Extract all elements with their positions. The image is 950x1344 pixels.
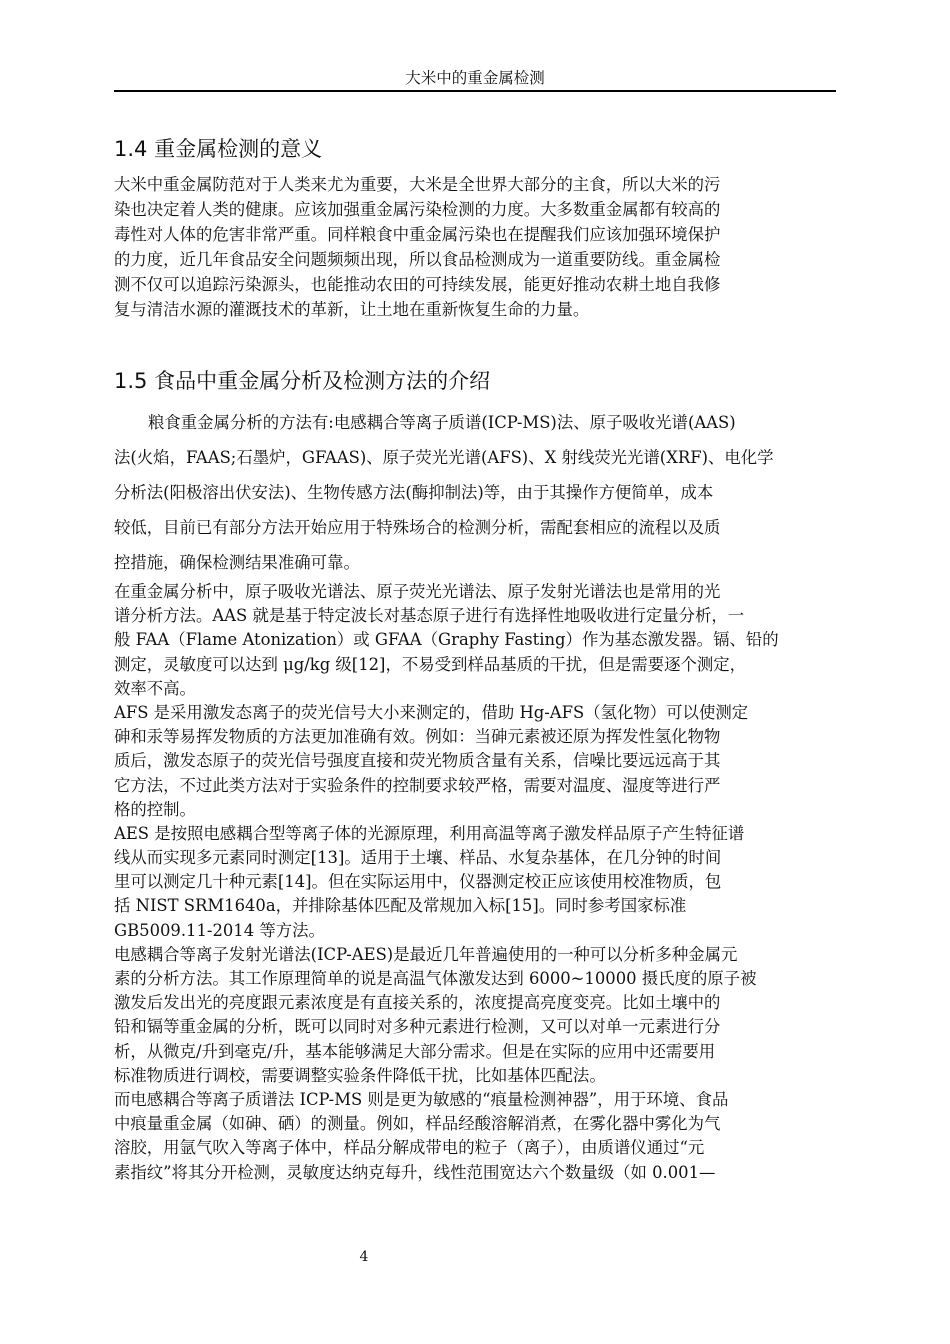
text-line: 线从而实现多元素同时测定[13]。适用于土壤、样品、水复杂基体，在几分钟的时间 <box>114 848 722 868</box>
text-line: 砷和汞等易挥发物质的方法更加准确有效。例如：当砷元素被还原为挥发性氢化物物 <box>114 727 721 747</box>
text-line: 而电感耦合等离子质谱法 ICP-MS 则是更为敏感的“痕量检测神器”，用于环境、食品 <box>114 1089 729 1109</box>
running-header: 大米中的重金属检测 <box>405 69 545 87</box>
text-line: 里可以测定几十种元素[14]。但在实际运用中，仪器测定校正应该使用校准物质，包 <box>114 872 722 892</box>
text-line: 的力度，近几年食品安全问题频频出现，所以食品检测成为一道重要防线。重金属检 <box>114 250 721 269</box>
text-line: 控措施，确保检测结果准确可靠。 <box>114 553 360 572</box>
text-line: AES 是按照电感耦合型等离子体的光源原理，利用高温等离子激发样品原子产生特征谱 <box>114 823 745 843</box>
text-line: 激发后发出光的亮度跟元素浓度是有直接关系的，浓度提高亮度变亮。比如土壤中的 <box>114 993 721 1013</box>
text-line: AFS 是采用激发态离子的荧光信号大小来测定的，借助 Hg-AFS（氢化物）可以使测定 <box>114 702 749 722</box>
section-1-5-body-text <box>114 580 837 1185</box>
text-line: 谱分析方法。AAS 就是基于特定波长对基态原子进行有选择性地吸收进行定量分析，一 <box>114 606 745 626</box>
text-line: 测不仅可以追踪污染源头，也能推动农田的可持续发展，能更好推动农耕土地自我修 <box>114 275 721 294</box>
text-line: 法(火焰，FAAS;石墨炉，GFAAS)、原子荧光光谱(AFS)、X 射线荧光光谱(XRF)、电化学 <box>114 448 774 467</box>
text-line: 质后，激发态原子的荧光信号强度直接和荧光物质含量有关系，信噪比要远远高于其 <box>114 751 721 771</box>
text-line: 铅和镉等重金属的分析，既可以同时对多种元素进行检测，又可以对单一元素进行分 <box>114 1017 721 1037</box>
text-line: 它方法，不过此类方法对于实验条件的控制要求较严格，需要对温度、湿度等进行严 <box>114 775 721 795</box>
text-line: 中痕量重金属（如砷、硒）的测量。例如，样品经酸溶解消煮，在雾化器中雾化为气 <box>114 1114 721 1134</box>
text-line: 复与清洁水源的灌溉技术的革新，让土地在重新恢复生命的力量。 <box>114 300 590 319</box>
text-line: 较低，目前已有部分方法开始应用于特殊场合的检测分析，需配套相应的流程以及质 <box>114 518 721 537</box>
text-line: 分析法(阳极溶出伏安法)、生物传感方法(酶抑制法)等，由于其操作方便简单，成本 <box>114 483 714 502</box>
header-rule <box>114 90 836 92</box>
text-line: 标准物质进行调校，需要调整实验条件降低干扰，比如基体匹配法。 <box>114 1065 606 1085</box>
text-line: 格的控制。 <box>114 799 196 819</box>
text-line: 染也决定着人类的健康。应该加强重金属污染检测的力度。大多数重金属都有较高的 <box>114 200 721 219</box>
text-line: 粮食重金属分析的方法有:电感耦合等离子质谱(ICP-MS)法、原子吸收光谱(AAS) <box>148 413 736 432</box>
text-line: 电感耦合等离子发射光谱法(ICP-AES)是最近几年普遍使用的一种可以分析多种金属元 <box>114 944 738 964</box>
page-number: 4 <box>359 1249 369 1265</box>
text-line: 素的分析方法。其工作原理简单的说是高温气体激发达到 6000~10000 摄氏度的原子被 <box>114 969 757 988</box>
text-line: 毒性对人体的危害非常严重。同样粮食中重金属污染也在提醒我们应该加强环境保护 <box>114 225 721 244</box>
section-heading-1-5: 1.5 食品中重金属分析及检测方法的介绍 <box>114 369 491 394</box>
text-line: 大米中重金属防范对于人类来尤为重要，大米是全世界大部分的主食，所以大米的污 <box>114 175 721 194</box>
text-line: 析，从微克/升到毫克/升，基本能够满足大部分需求。但是在实际的应用中还需要用 <box>114 1041 716 1061</box>
text-line: 在重金属分析中，原子吸收光谱法、原子荧光光谱法、原子发射光谱法也是常用的光 <box>114 582 721 601</box>
text-line: GB5009.11-2014 等方法。 <box>114 920 325 940</box>
section-heading-1-4: 1.4 重金属检测的意义 <box>114 137 323 162</box>
text-line: 素指纹”将其分开检测，灵敏度达纳克每升，线性范围宽达六个数量级（如 0.001— <box>114 1162 716 1182</box>
section-1-4-paragraph <box>114 172 837 322</box>
text-line: 测定，灵敏度可以达到 μg/kg 级[12]，不易受到样品基质的干扰，但是需要逐个测定， <box>114 654 747 674</box>
text-line: 般 FAA（Flame Atonization）或 GFAA（Graphy Fasting）作为基态激发器。镉、铅的 <box>114 630 779 650</box>
section-1-5-intro-paragraph <box>114 405 837 580</box>
text-line: 溶胶，用氩气吹入等离子体中，样品分解成带电的粒子（离子），由质谱仪通过“元 <box>114 1138 705 1158</box>
text-line: 效率不高。 <box>114 678 196 698</box>
text-line: 括 NIST SRM1640a，并排除基体匹配及常规加入标[15]。同时参考国家标准 <box>114 896 687 916</box>
